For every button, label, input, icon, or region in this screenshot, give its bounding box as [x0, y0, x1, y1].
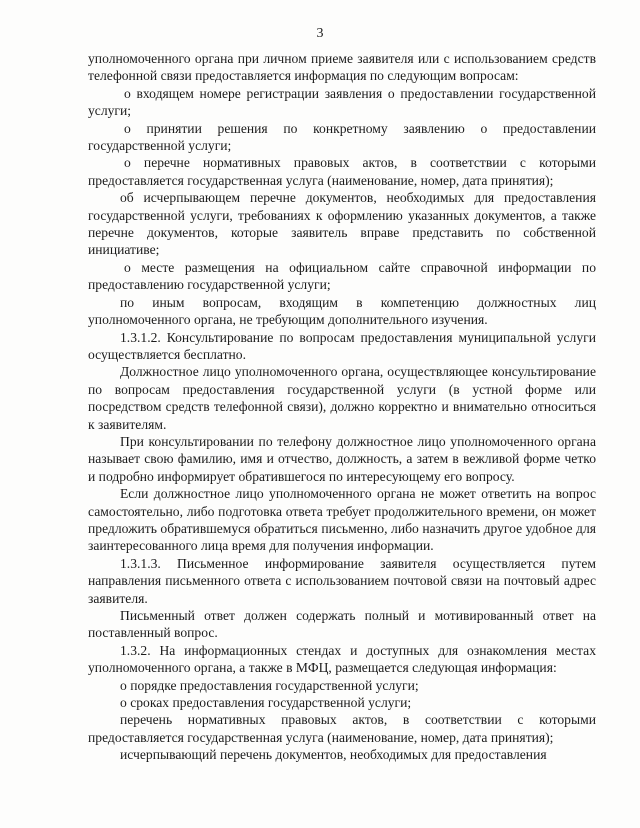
paragraph: уполномоченного органа при личном приеме заявителя или с использованием средств телефонной связи предоставляется информация по следующим вопросам: [88, 51, 596, 84]
paragraph: 1.3.1.3. Письменное информирование заявителя осуществляется путем направления письменного ответа с использованием почтовой связи на почтовый адрес заявителя. [88, 555, 596, 606]
paragraph: по иным вопросам, входящим в компетенцию должностных лиц уполномоченного органа, не требующим дополнительного изучения. [88, 294, 596, 328]
paragraph: о порядке предоставления государственной услуги; [120, 677, 419, 693]
page-number: 3 [316, 26, 324, 41]
paragraph: Должностное лицо уполномоченного органа, осуществляющее консультирование по вопросам предоставления государственной услуги (в устной форме или посредством средств телефонной связи), должно корректно и внимательно относиться к заявителям. [88, 364, 596, 432]
paragraph: о принятии решения по конкретному заявлению о предоставлении государственной услуги; [88, 120, 596, 154]
paragraph: При консультировании по телефону должностное лицо уполномоченного органа называет свою фамилию, имя и отчество, должность, а затем в вежливой форме четко и подробно информирует обратившегося по интересующему его вопросу. [88, 433, 596, 484]
paragraph: Письменный ответ должен содержать полный и мотивированный ответ на поставленный вопрос. [88, 608, 596, 641]
paragraph: о месте размещения на официальном сайте справочной информации по предоставлению государственной услуги; [88, 259, 596, 293]
document-body [88, 50, 596, 764]
paragraph: 1.3.2. На информационных стендах и доступных для ознакомления местах уполномоченного органа, а также в МФЦ, размещается следующая информация: [88, 642, 596, 676]
paragraph: о сроках предоставления государственной услуги; [120, 695, 412, 711]
paragraph: исчерпывающий перечень документов, необходимых для предоставления [120, 747, 547, 763]
paragraph: о перечне нормативных правовых актов, в соответствии с которыми предоставляется государственная услуга (наименование, номер, дата принятия); [88, 155, 596, 188]
paragraph: о входящем номере регистрации заявления о предоставлении государственной услуги; [88, 85, 596, 119]
paragraph: 1.3.1.2. Консультирование по вопросам предоставления муниципальной услуги осуществляется бесплатно. [88, 329, 596, 362]
paragraph: перечень нормативных правовых актов, в соответствии с которыми предоставляется государственная услуга (наименование, номер, дата принятия); [88, 712, 596, 745]
paragraph: Если должностное лицо уполномоченного органа не может ответить на вопрос самостоятельно, либо подготовка ответа требует продолжительного времени, он может предложить обратившемуся обратиться письменно, либо назначить другое удобное для заинтересованного лица время для получения информации. [88, 486, 596, 554]
paragraph: об исчерпывающем перечне документов, необходимых для предоставления государственной услуги, требованиях к оформлению указанных документов, а также перечне документов, которые заявитель вправе представить по собственной инициативе; [88, 190, 596, 258]
